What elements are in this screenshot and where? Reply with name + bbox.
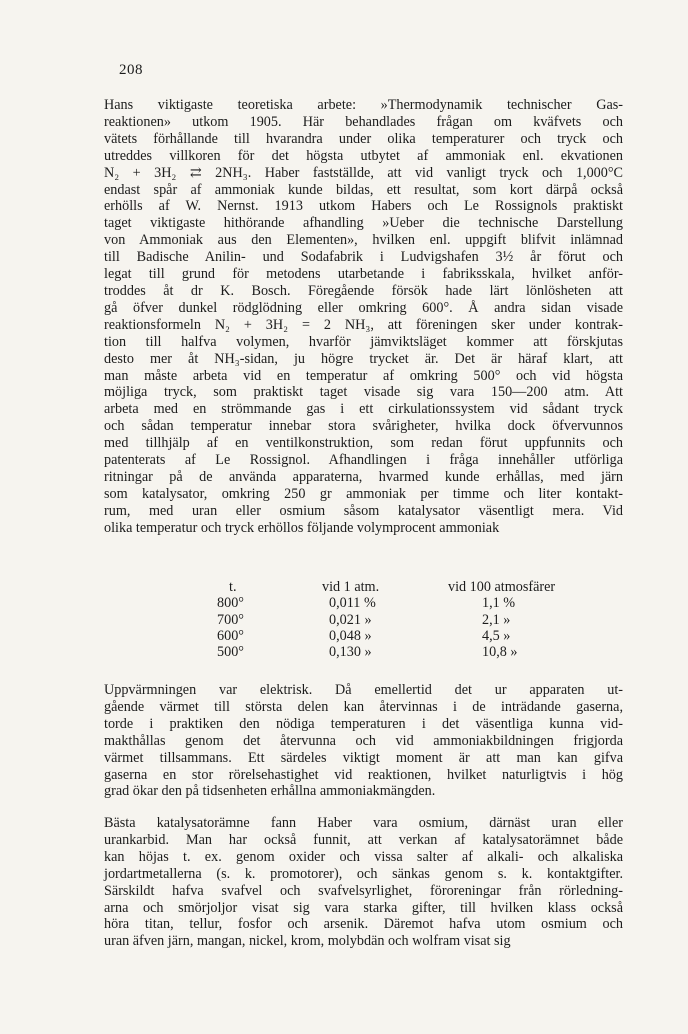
text-line: tion till halfva volymen, hvarför jämviktsläget kommer att förskjutas	[104, 333, 623, 350]
table-header-100-atm: vid 100 atmosfärer	[448, 579, 556, 595]
table-cell-100-atm: 10,8 »	[482, 644, 518, 661]
text-line: grad ökar den på tidsenheten erhållna ammoniakmängden.	[104, 783, 436, 800]
text-line: arbeta med en strömmande gas i ett cirkulationssystem vid sådant tryck	[104, 401, 623, 418]
text-line: reaktionen» utkom 1905. Här behandlades frågan om kväfvets och	[104, 113, 623, 130]
text-line: med tillhjälp af en ventilkonstruktion, som redan förut uppfunnits och	[104, 435, 623, 452]
table-header-temperature: t.	[229, 579, 237, 595]
text-line: man måste arbeta vid en temperatur af omkring 500° och vid högsta	[104, 367, 623, 384]
text-line: erhölls af W. Nernst. 1913 utkom Habers och Le Rossignols praktiskt	[104, 198, 623, 215]
text-line: ritningar på de använda apparaterna, hvarmed kunde erhållas, med järn	[104, 468, 623, 485]
text-line: jordartmetallerna (s. k. promotorer), och sänkas genom s. k. kontaktgifter.	[104, 865, 623, 882]
table-cell-1-atm: 0,011 %	[329, 595, 376, 612]
paragraph-catalysts	[104, 815, 623, 950]
table-cell-1-atm: 0,021 »	[329, 611, 372, 628]
text-line: och sådan temperatur innebar stora svårigheter, hvilka dock öfvervunnos	[104, 418, 623, 435]
table-row	[104, 612, 623, 628]
text-line: utreddes villkoren för det högsta utbytet af ammoniak enl. ekvationen	[104, 147, 623, 164]
table-cell-100-atm: 4,5 »	[482, 627, 511, 644]
text-line: makthållas genom det återvunna och vid ammoniakbildningen frigjorda	[104, 732, 623, 749]
page-number: 208	[119, 62, 143, 78]
paragraph-heating	[104, 682, 623, 800]
text-line: rum, med uran eller osmium såsom katalysator väsentligt mera. Vid	[104, 502, 623, 519]
table-row	[104, 595, 623, 611]
text-line: N₂ + 3H₂ ⇄ 2NH₃. Haber fastställde, att vid vanligt tryck och 1,000°C	[104, 164, 623, 181]
table-cell-1-atm: 0,130 »	[329, 644, 372, 661]
text-line: vätets förhållande till hvarandra under olika temperaturer och tryck och	[104, 130, 623, 147]
text-line: taget viktigaste hithörande afhandling »Ueber die technische Darstellung	[104, 215, 623, 232]
text-line: endast spår af ammoniak kunde bildas, ett resultat, som kort därpå också	[104, 181, 623, 198]
text-line: legat till grund för metodens utarbetande i fabriksskala, hvilket anför-	[104, 266, 623, 283]
text-line: arna och smörjoljor visat sig vara starka gifter, till hvilken klass också	[104, 899, 623, 916]
table-cell-1-atm: 0,048 »	[329, 627, 372, 644]
table-row	[104, 628, 623, 644]
table-row	[104, 644, 623, 660]
text-line: gå öfver dunkel rödglödning eller omkring 600°. Å andra sidan visade	[104, 299, 623, 316]
text-line: reaktionsformeln N₂ + 3H₂ = 2 NH₃, att föreningen sker under kontrak-	[104, 316, 623, 333]
text-line: möjliga tryck, som praktiskt taget visade sig vara 150—200 atm. Att	[104, 384, 623, 401]
text-line: som katalysator, omkring 250 gr ammoniak per timme och liter kontakt-	[104, 485, 623, 502]
text-line: gående värmet till största delen kan återvinnas i de inträdande gaserna,	[104, 698, 623, 715]
table-cell-temperature: 800°	[217, 595, 244, 612]
text-line: Särskildt hafva svafvel och svafvelsyrlighet, föroreningar från rörledning-	[104, 882, 623, 899]
text-line: torde i praktiken den nödiga temperaturen i det väsentliga kunna vid-	[104, 715, 623, 732]
table-cell-100-atm: 2,1 »	[482, 611, 511, 628]
text-line: gaserna en stor rörelsehastighet vid reaktionen, hvilket naturligtvis i hög	[104, 766, 623, 783]
text-line: desto mer åt NH₃-sidan, ju högre trycket är. Det är häraf klart, att	[104, 350, 623, 367]
text-line: urankarbid. Man har också funnit, att verkan af katalysatorämnet både	[104, 831, 623, 848]
text-line: kan höjas t. ex. genom oxider och vissa salter af alkali- och alkaliska	[104, 848, 623, 865]
text-line: till Badische Anilin- und Sodafabrik i Ludvigshafen 3½ år förut och	[104, 249, 623, 266]
table-cell-temperature: 600°	[217, 627, 244, 644]
table-header-row	[104, 579, 623, 595]
text-line: olika temperatur och tryck erhöllos följande volymprocent ammoniak	[104, 519, 500, 536]
table-cell-100-atm: 1,1 %	[482, 595, 516, 612]
text-line: von Ammoniak aus den Elementen», hvilken enl. uppgift blifvit inlämnad	[104, 232, 623, 249]
text-line: värmet tillsammans. Ett särdeles viktigt moment är att man kan gifva	[104, 749, 623, 766]
text-line: Bästa katalysatorämne fann Haber vara osmium, därnäst uran eller	[104, 815, 623, 831]
text-line: Hans viktigaste teoretiska arbete: »Thermodynamik technischer Gas-	[104, 97, 623, 113]
table-header-1-atm: vid 1 atm.	[322, 579, 380, 595]
table-cell-temperature: 500°	[217, 644, 244, 661]
paragraph-haber-theory	[104, 97, 623, 537]
table-cell-temperature: 700°	[217, 611, 244, 628]
text-line: troddes åt dr K. Bosch. Föregående försök hade lärt lönlösheten att	[104, 282, 623, 299]
text-line: höra titan, tellur, fosfor och arsenik. Däremot hafva utom osmium och	[104, 916, 623, 933]
ammonia-volume-table	[104, 579, 623, 660]
text-line: patenterats af Le Rossignol. Afhandlingen i fråga innehåller utförliga	[104, 452, 623, 469]
text-line: Uppvärmningen var elektrisk. Då emellertid det ur apparaten ut-	[104, 682, 623, 698]
text-line: uran äfven järn, mangan, nickel, krom, molybdän och wolfram visat sig	[104, 933, 511, 950]
